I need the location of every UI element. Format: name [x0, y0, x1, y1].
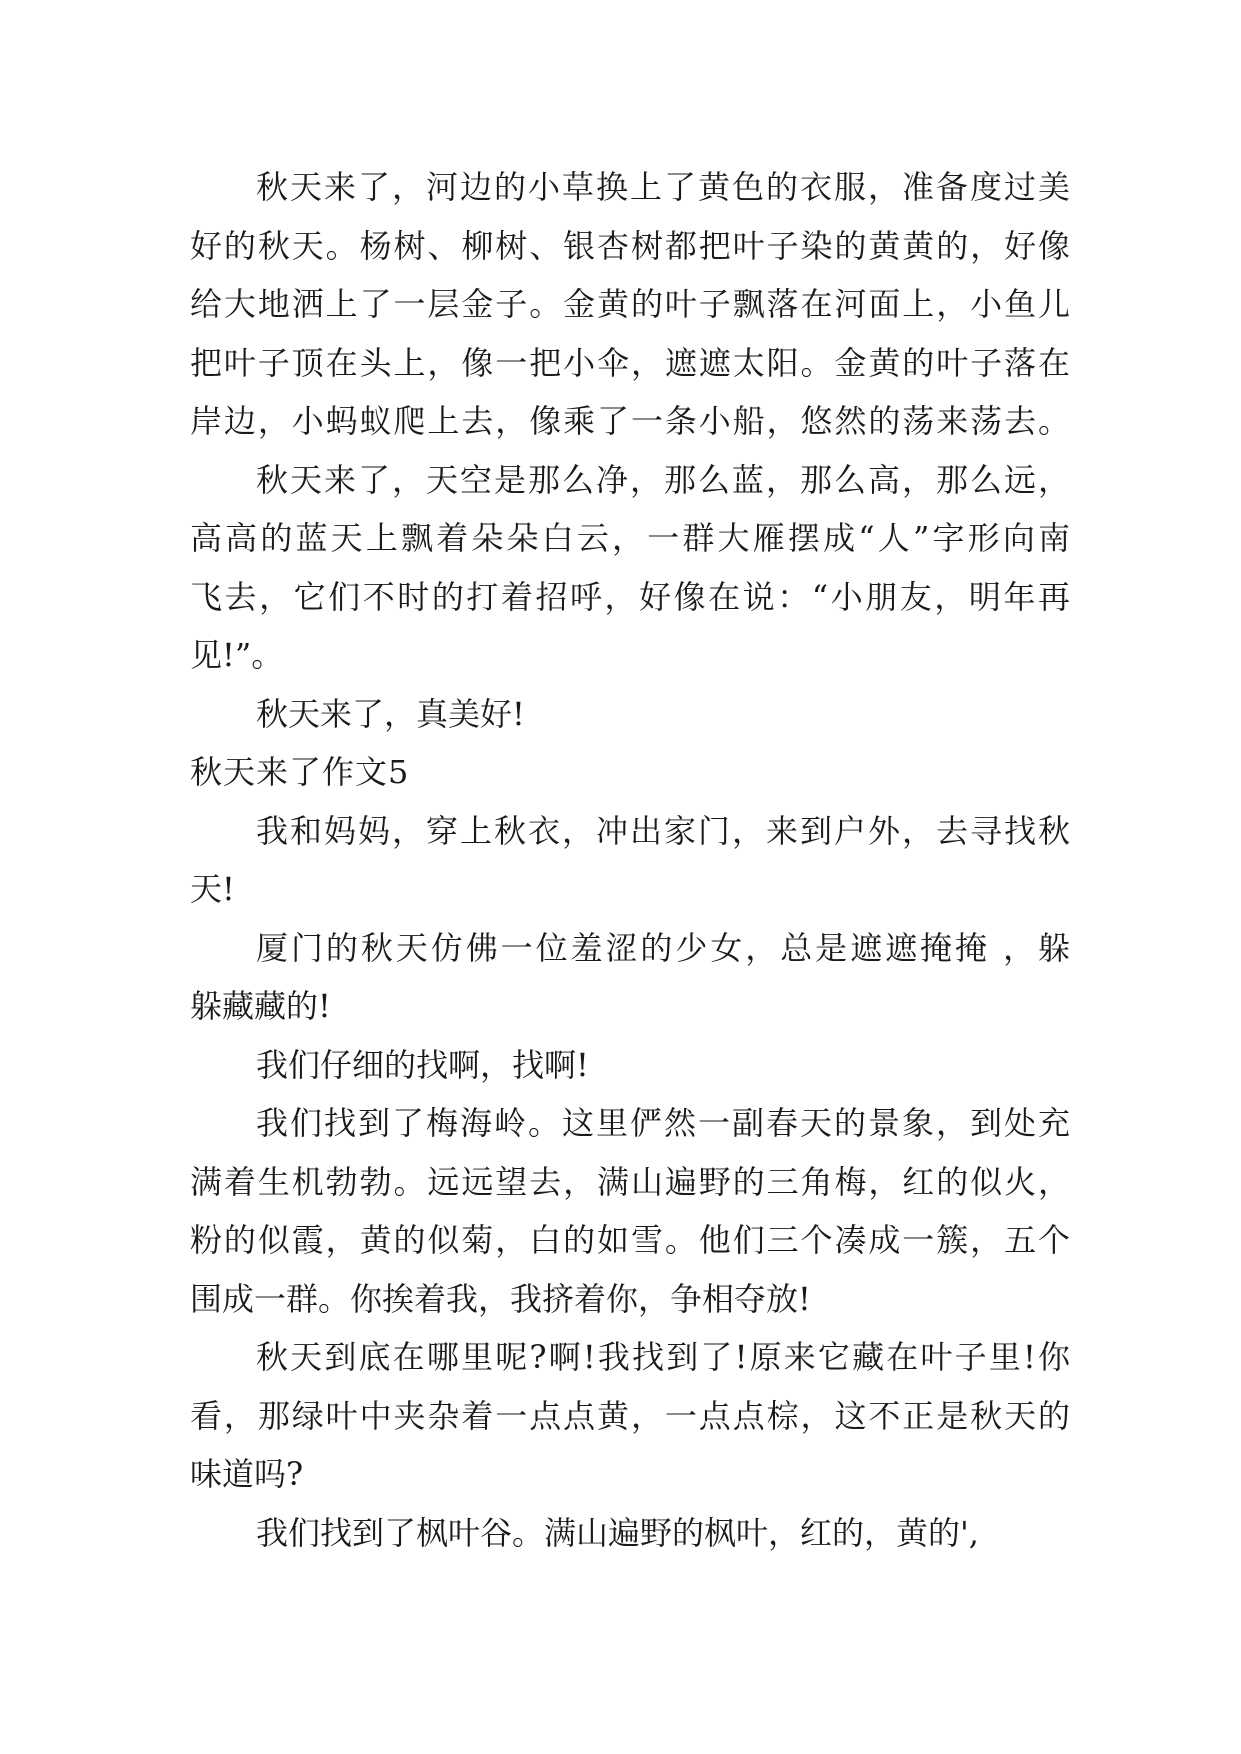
document-body [190, 158, 1070, 1562]
text-line: 秋天到底在哪里呢?啊!我找到了!原来它藏在叶子里!你 [256, 1338, 1070, 1376]
text-line: 味道吗? [190, 1455, 304, 1493]
text-line: 围成一群。你挨着我，我挤着你，争相夺放! [190, 1279, 811, 1318]
text-line: 我们找到了梅海岭。这里俨然一副春天的景象，到处充 [256, 1104, 1070, 1142]
text-line: 满着生机勃勃。远远望去，满山遍野的三角梅，红的似火， [190, 1162, 1070, 1201]
text-line: 把叶子顶在头上，像一把小伞，遮遮太阳。金黄的叶子落在 [190, 343, 1070, 382]
text-line: 秋天来了，真美好! [256, 694, 525, 733]
text-line: 飞去，它们不时的打着招呼，好像在说：“小朋友，明年再 [190, 577, 1070, 616]
text-line: 秋天来了，天空是那么净，那么蓝，那么高，那么远， [256, 460, 1070, 499]
text-line: 天! [190, 870, 235, 908]
text-line: 我和妈妈，穿上秋衣，冲出家门，来到户外，去寻找秋 [256, 811, 1070, 850]
text-line: 秋天来了，河边的小草换上了黄色的衣服，准备度过美 [256, 168, 1070, 206]
text-line: 我们仔细的找啊，找啊! [256, 1045, 589, 1084]
text-line: 我们找到了枫叶谷。满山遍野的枫叶，红的，黄的', [256, 1513, 979, 1552]
text-line: 岸边，小蚂蚁爬上去，像乘了一条小船，悠然的荡来荡去。 [190, 402, 1070, 440]
text-line: 粉的似霞，黄的似菊，白的如雪。他们三个凑成一簇，五个 [190, 1221, 1070, 1259]
section-heading: 秋天来了作文5 [190, 753, 410, 791]
text-line: 给大地洒上了一层金子。金黄的叶子飘落在河面上，小鱼儿 [190, 285, 1070, 323]
text-line: 躲藏藏的! [190, 987, 331, 1025]
text-line: 好的秋天。杨树、柳树、银杏树都把叶子染的黄黄的，好像 [190, 226, 1070, 265]
text-line: 厦门的秋天仿佛一位羞涩的少女，总是遮遮掩掩 ，躲 [256, 928, 1070, 967]
text-line: 看，那绿叶中夹杂着一点点黄，一点点棕，这不正是秋天的 [190, 1396, 1070, 1435]
text-line: 高高的蓝天上飘着朵朵白云，一群大雁摆成“人”字形向南 [190, 519, 1070, 557]
text-line: 见!”。 [190, 636, 284, 674]
